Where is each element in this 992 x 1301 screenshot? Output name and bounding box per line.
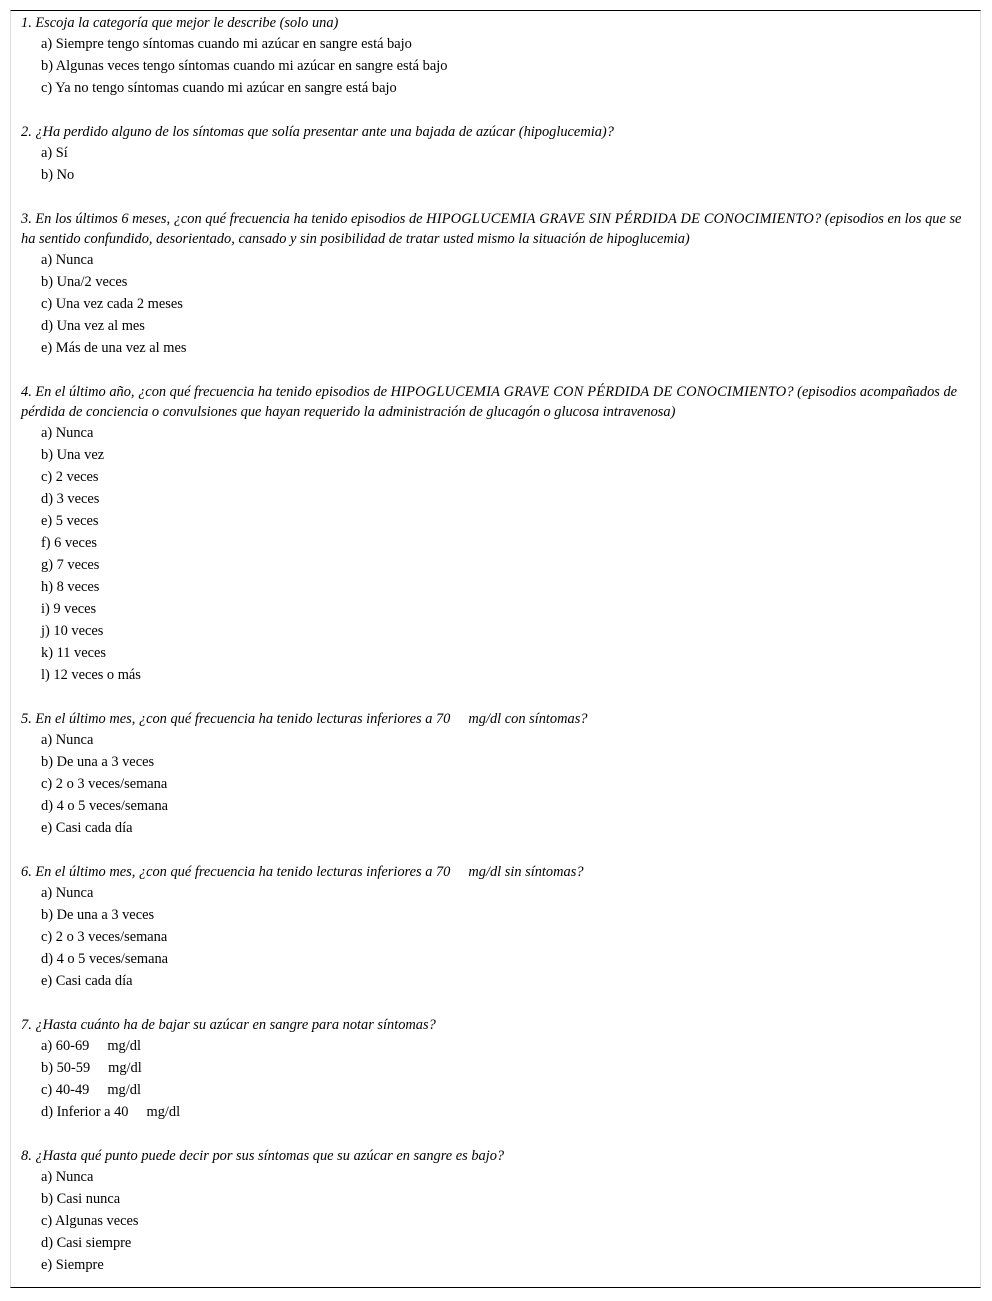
option: d) Una vez al mes bbox=[41, 318, 145, 334]
option bbox=[41, 1079, 966, 1101]
option: f) 6 veces bbox=[41, 535, 97, 551]
question-7-options bbox=[21, 1035, 966, 1123]
option-unit: mg/dl bbox=[146, 1104, 181, 1120]
option-value: b) 50-59 bbox=[41, 1060, 91, 1076]
option: k) 11 veces bbox=[41, 645, 106, 661]
option: a) Nunca bbox=[41, 885, 94, 901]
question-3-prompt-emphasis: HIPOGLUCEMIA GRAVE SIN PÉRDIDA DE CONOCIMIENTO bbox=[426, 211, 814, 227]
option-value: a) 60-69 bbox=[41, 1038, 90, 1054]
question-5-prompt-end: mg/dl con síntomas? bbox=[468, 711, 588, 727]
question-2-options bbox=[21, 142, 966, 186]
option: d) 3 veces bbox=[41, 491, 100, 507]
option: b) Una/2 veces bbox=[41, 274, 128, 290]
option bbox=[41, 1057, 966, 1079]
option: d) Casi siempre bbox=[41, 1235, 132, 1251]
option: b) No bbox=[41, 167, 75, 183]
option: e) Casi cada día bbox=[41, 820, 133, 836]
option: e) Más de una vez al mes bbox=[41, 340, 187, 356]
question-1-prompt: 1. Escoja la categoría que mejor le describe (solo una) bbox=[21, 15, 339, 31]
question-3-options bbox=[21, 249, 966, 359]
question-4-prompt bbox=[21, 381, 966, 422]
option: b) De una a 3 veces bbox=[41, 754, 155, 770]
question-7-prompt: 7. ¿Hasta cuánto ha de bajar su azúcar en sangre para notar síntomas? bbox=[21, 1017, 436, 1033]
option: a) Sí bbox=[41, 145, 68, 161]
option: c) 2 o 3 veces/semana bbox=[41, 929, 168, 945]
option: a) Nunca bbox=[41, 1169, 94, 1185]
question-4-prompt-start: 4. En el último año, ¿con qué frecuencia ha tenido episodios de bbox=[21, 384, 391, 400]
option-unit: mg/dl bbox=[107, 1082, 141, 1098]
question-5 bbox=[21, 708, 966, 839]
option: j) 10 veces bbox=[41, 623, 104, 639]
questionnaire-content bbox=[21, 12, 966, 1298]
option-value: d) Inferior a 40 bbox=[41, 1104, 129, 1120]
question-3-prompt-end: ? (episodios en los que se ha sentido confundido, desorientado, cansado y sin posibilidad de tratar usted mismo la situación de hipoglucemia) bbox=[21, 211, 962, 247]
question-3 bbox=[21, 208, 966, 359]
option: h) 8 veces bbox=[41, 579, 100, 595]
option: a) Nunca bbox=[41, 252, 94, 268]
option: l) 12 veces o más bbox=[41, 667, 141, 683]
option: e) Casi cada día bbox=[41, 973, 133, 989]
option: b) Algunas veces tengo síntomas cuando mi azúcar en sangre está bajo bbox=[41, 58, 448, 74]
option: c) Ya no tengo síntomas cuando mi azúcar en sangre está bajo bbox=[41, 80, 397, 96]
question-2-prompt: 2. ¿Ha perdido alguno de los síntomas que solía presentar ante una bajada de azúcar (hipoglucemia)? bbox=[21, 124, 614, 140]
option-unit: mg/dl bbox=[108, 1060, 142, 1076]
option: a) Nunca bbox=[41, 425, 94, 441]
option: b) Casi nunca bbox=[41, 1191, 121, 1207]
option: i) 9 veces bbox=[41, 601, 97, 617]
question-4-prompt-emphasis: HIPOGLUCEMIA GRAVE CON PÉRDIDA DE CONOCIMIENTO bbox=[390, 384, 787, 400]
question-4-options bbox=[21, 422, 966, 686]
questionnaire-table bbox=[10, 10, 981, 1288]
question-6-prompt bbox=[21, 861, 966, 882]
option: a) Siempre tengo síntomas cuando mi azúcar en sangre está bajo bbox=[41, 36, 412, 52]
option: c) 2 veces bbox=[41, 469, 99, 485]
question-7 bbox=[21, 1014, 966, 1123]
option: b) De una a 3 veces bbox=[41, 907, 155, 923]
question-6-options bbox=[21, 882, 966, 992]
question-1-options bbox=[21, 33, 966, 99]
option: b) Una vez bbox=[41, 447, 105, 463]
question-3-prompt-start: 3. En los últimos 6 meses, ¿con qué frecuencia ha tenido episodios de bbox=[21, 211, 427, 227]
question-6-prompt-start: 6. En el último mes, ¿con qué frecuencia ha tenido lecturas inferiores a 70 bbox=[21, 864, 451, 880]
question-8 bbox=[21, 1145, 966, 1276]
option: a) Nunca bbox=[41, 732, 94, 748]
option: c) Una vez cada 2 meses bbox=[41, 296, 183, 312]
question-2 bbox=[21, 121, 966, 186]
option: d) 4 o 5 veces/semana bbox=[41, 951, 169, 967]
option-value: c) 40-49 bbox=[41, 1082, 90, 1098]
option: d) 4 o 5 veces/semana bbox=[41, 798, 169, 814]
question-8-prompt: 8. ¿Hasta qué punto puede decir por sus síntomas que su azúcar en sangre es bajo? bbox=[21, 1148, 505, 1164]
option-unit: mg/dl bbox=[107, 1038, 141, 1054]
question-5-prompt bbox=[21, 708, 966, 729]
option: e) 5 veces bbox=[41, 513, 99, 529]
question-5-options bbox=[21, 729, 966, 839]
option: e) Siempre bbox=[41, 1257, 104, 1273]
question-3-prompt bbox=[21, 208, 966, 249]
option bbox=[41, 1035, 966, 1057]
option: c) Algunas veces bbox=[41, 1213, 139, 1229]
option: g) 7 veces bbox=[41, 557, 100, 573]
option: c) 2 o 3 veces/semana bbox=[41, 776, 168, 792]
question-6-prompt-end: mg/dl sin síntomas? bbox=[468, 864, 584, 880]
question-6 bbox=[21, 861, 966, 992]
question-4-prompt-end: ? (episodios acompañados de pérdida de conciencia o convulsiones que hayan requerido la administración de glucagón o glucosa intravenosa) bbox=[21, 384, 958, 420]
question-5-prompt-start: 5. En el último mes, ¿con qué frecuencia ha tenido lecturas inferiores a 70 bbox=[21, 711, 451, 727]
question-8-options bbox=[21, 1166, 966, 1276]
option bbox=[41, 1101, 966, 1123]
question-1 bbox=[21, 12, 966, 99]
question-4 bbox=[21, 381, 966, 686]
